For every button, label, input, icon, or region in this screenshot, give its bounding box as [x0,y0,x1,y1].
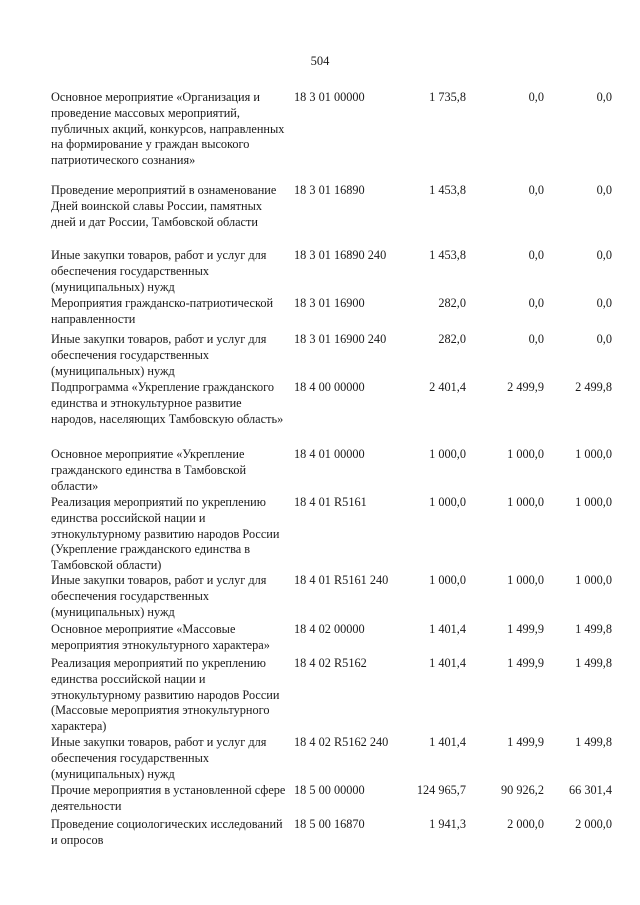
row-value-3: 0,0 [596,90,612,104]
row-value-1: 1 941,3 [429,817,466,831]
row-code: 18 4 02 R5162 [294,656,367,670]
row-name: Реализация мероприятий по укреплению единства российской нации и этнокультурному развитию народов России (Укрепление гражданского единства в Тамбовской области) [51,495,280,573]
row-code: 18 3 01 16890 240 [294,248,387,262]
row-value-2: 0,0 [528,296,544,310]
row-name: Мероприятия гражданско-патриотической направленности [51,296,274,326]
row-code: 18 5 00 00000 [294,783,365,797]
row-value-1: 1 453,8 [429,248,466,262]
row-value-2: 0,0 [528,248,544,262]
row-code: 18 4 01 R5161 240 [294,573,389,587]
row-value-3: 1 000,0 [575,447,612,461]
row-name: Подпрограмма «Укрепление гражданского единства и этнокультурное развитие народов, населяющих Тамбовскую область» [51,380,284,426]
row-value-2: 90 926,2 [500,783,544,797]
row-value-2: 0,0 [528,90,544,104]
row-value-3: 0,0 [596,332,612,346]
row-value-2: 1 499,9 [507,622,544,636]
row-value-1: 124 965,7 [416,783,466,797]
row-value-3: 0,0 [596,296,612,310]
row-code: 18 3 01 00000 [294,90,365,104]
row-code: 18 3 01 16890 [294,183,365,197]
row-name: Проведение мероприятий в ознаменование Дней воинской славы России, памятных дней и дат России, Тамбовской области [51,183,277,229]
row-code: 18 3 01 16900 240 [294,332,387,346]
row-value-1: 1 000,0 [429,447,466,461]
row-name: Иные закупки товаров, работ и услуг для обеспечения государственных (муниципальных) нужд [51,735,267,781]
row-value-2: 0,0 [528,332,544,346]
row-value-1: 1 401,4 [429,656,466,670]
row-value-3: 0,0 [596,248,612,262]
row-value-1: 282,0 [438,332,466,346]
row-value-1: 1 000,0 [429,495,466,509]
row-value-3: 0,0 [596,183,612,197]
row-code: 18 3 01 16900 [294,296,365,310]
row-name: Основное мероприятие «Массовые мероприятия этнокультурного характера» [51,622,270,652]
row-code: 18 4 01 00000 [294,447,365,461]
row-code: 18 4 02 R5162 240 [294,735,389,749]
row-value-1: 282,0 [438,296,466,310]
row-value-2: 2 499,9 [507,380,544,394]
row-value-3: 1 000,0 [575,495,612,509]
row-code: 18 4 01 R5161 [294,495,367,509]
row-value-2: 2 000,0 [507,817,544,831]
row-code: 18 4 00 00000 [294,380,365,394]
row-value-3: 1 499,8 [575,622,612,636]
row-value-1: 1 401,4 [429,735,466,749]
row-code: 18 4 02 00000 [294,622,365,636]
row-value-3: 1 499,8 [575,735,612,749]
row-value-2: 1 000,0 [507,495,544,509]
row-name: Прочие мероприятия в установленной сфере деятельности [51,783,286,813]
row-value-2: 1 000,0 [507,573,544,587]
row-value-1: 2 401,4 [429,380,466,394]
row-name: Иные закупки товаров, работ и услуг для обеспечения государственных (муниципальных) нужд [51,248,267,294]
row-value-3: 66 301,4 [568,783,612,797]
row-value-3: 2 000,0 [575,817,612,831]
row-value-1: 1 735,8 [429,90,466,104]
row-name: Реализация мероприятий по укреплению единства российской нации и этнокультурному развитию народов России (Массовые мероприятия этнокультурного характера) [51,656,280,734]
row-value-3: 1 000,0 [575,573,612,587]
row-value-1: 1 401,4 [429,622,466,636]
page-number: 504 [310,54,330,68]
row-value-3: 1 499,8 [575,656,612,670]
row-name: Иные закупки товаров, работ и услуг для обеспечения государственных (муниципальных) нужд [51,573,267,619]
row-value-1: 1 000,0 [429,573,466,587]
row-value-2: 0,0 [528,183,544,197]
row-code: 18 5 00 16870 [294,817,365,831]
row-name: Основное мероприятие «Организация и проведение массовых мероприятий, публичных акций, конкурсов, направленных на формирование у граждан высокого патриотического сознания» [51,90,285,168]
row-value-2: 1 499,9 [507,656,544,670]
row-value-3: 2 499,8 [575,380,612,394]
row-value-2: 1 499,9 [507,735,544,749]
row-name: Основное мероприятие «Укрепление гражданского единства в Тамбовской области» [51,447,247,493]
row-value-2: 1 000,0 [507,447,544,461]
row-value-1: 1 453,8 [429,183,466,197]
row-name: Проведение социологических исследований и опросов [51,817,283,847]
row-name: Иные закупки товаров, работ и услуг для обеспечения государственных (муниципальных) нужд [51,332,267,378]
